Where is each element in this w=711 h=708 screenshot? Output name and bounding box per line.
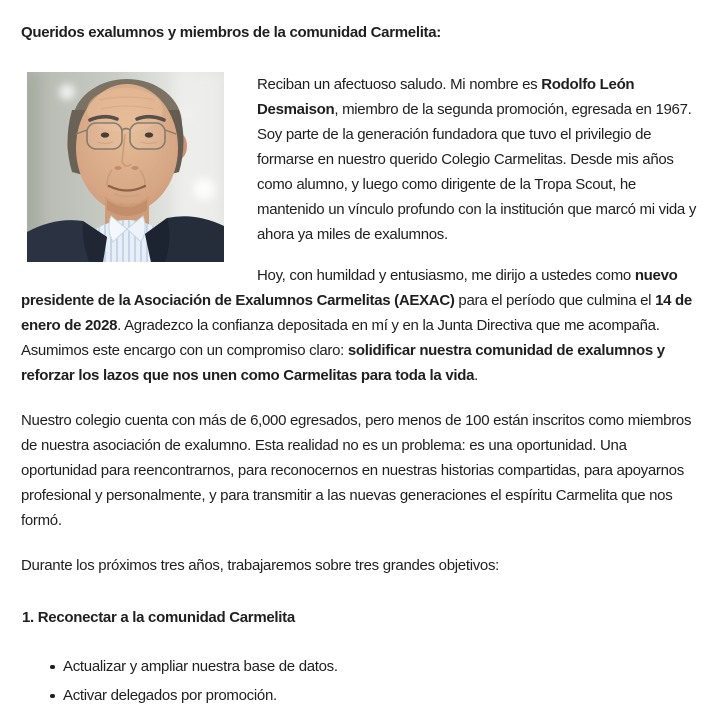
paragraph-announcement: Hoy, con humildad y entusiasmo, me dirijo a ustedes como nuevo presidente de la Asociación de Exalumnos Carmelitas (AEXAC) para el período que culmina el 14 de enero de 2028. Agradezco la confianza depositada en mí y en la Junta Directiva que me acompaña. Asumimos este encargo con un compromiso claro: solidificar nuestra comunidad de exalumnos y reforzar los lazos que nos unen como Carmelitas para toda la vida. xyxy=(21,267,692,384)
objective-1-heading: 1. Reconectar a la comunidad Carmelita xyxy=(22,609,295,626)
portrait-photo xyxy=(27,72,224,262)
paragraph-opportunity: Nuestro colegio cuenta con más de 6,000 egresados, pero menos de 100 están inscritos como miembros de nuestra asociación de exalumno. Esta realidad no es un problema: es una oportunidad. Una oportunidad para reencontrarnos, para reconocernos en nuestras historias compartidas, para apoyarnos profesional y personalmente, y para transmitir a las nuevas generaciones el espíritu Carmelita que nos formó. xyxy=(21,412,692,529)
salutation-line: Queridos exalumnos y miembros de la comunidad Carmelita: xyxy=(21,24,441,41)
portrait-photo-illustration xyxy=(27,72,224,262)
paragraph-objectives-intro: Durante los próximos tres años, trabajaremos sobre tres grandes objetivos: xyxy=(21,557,500,574)
objective-1-bullet-list xyxy=(21,654,697,708)
paragraph-greeting: Reciban un afectuoso saludo. Mi nombre es Rodolfo León Desmaison, miembro de la segunda promoción, egresada en 1967. Soy parte de la generación fundadora que tuvo el privilegio de formarse en nuestro querido Colegio Carmelitas. Desde mis años como alumno, y luego como dirigente de la Tropa Scout, he mantenido un vínculo profundo con la institución que marcó mi vida y ahora ya miles de exalumnos. xyxy=(257,76,697,243)
bullet-item: Actualizar y ampliar nuestra base de datos. xyxy=(63,654,697,679)
bullet-item: Activar delegados por promoción. xyxy=(63,683,697,708)
intro-block xyxy=(21,72,697,388)
